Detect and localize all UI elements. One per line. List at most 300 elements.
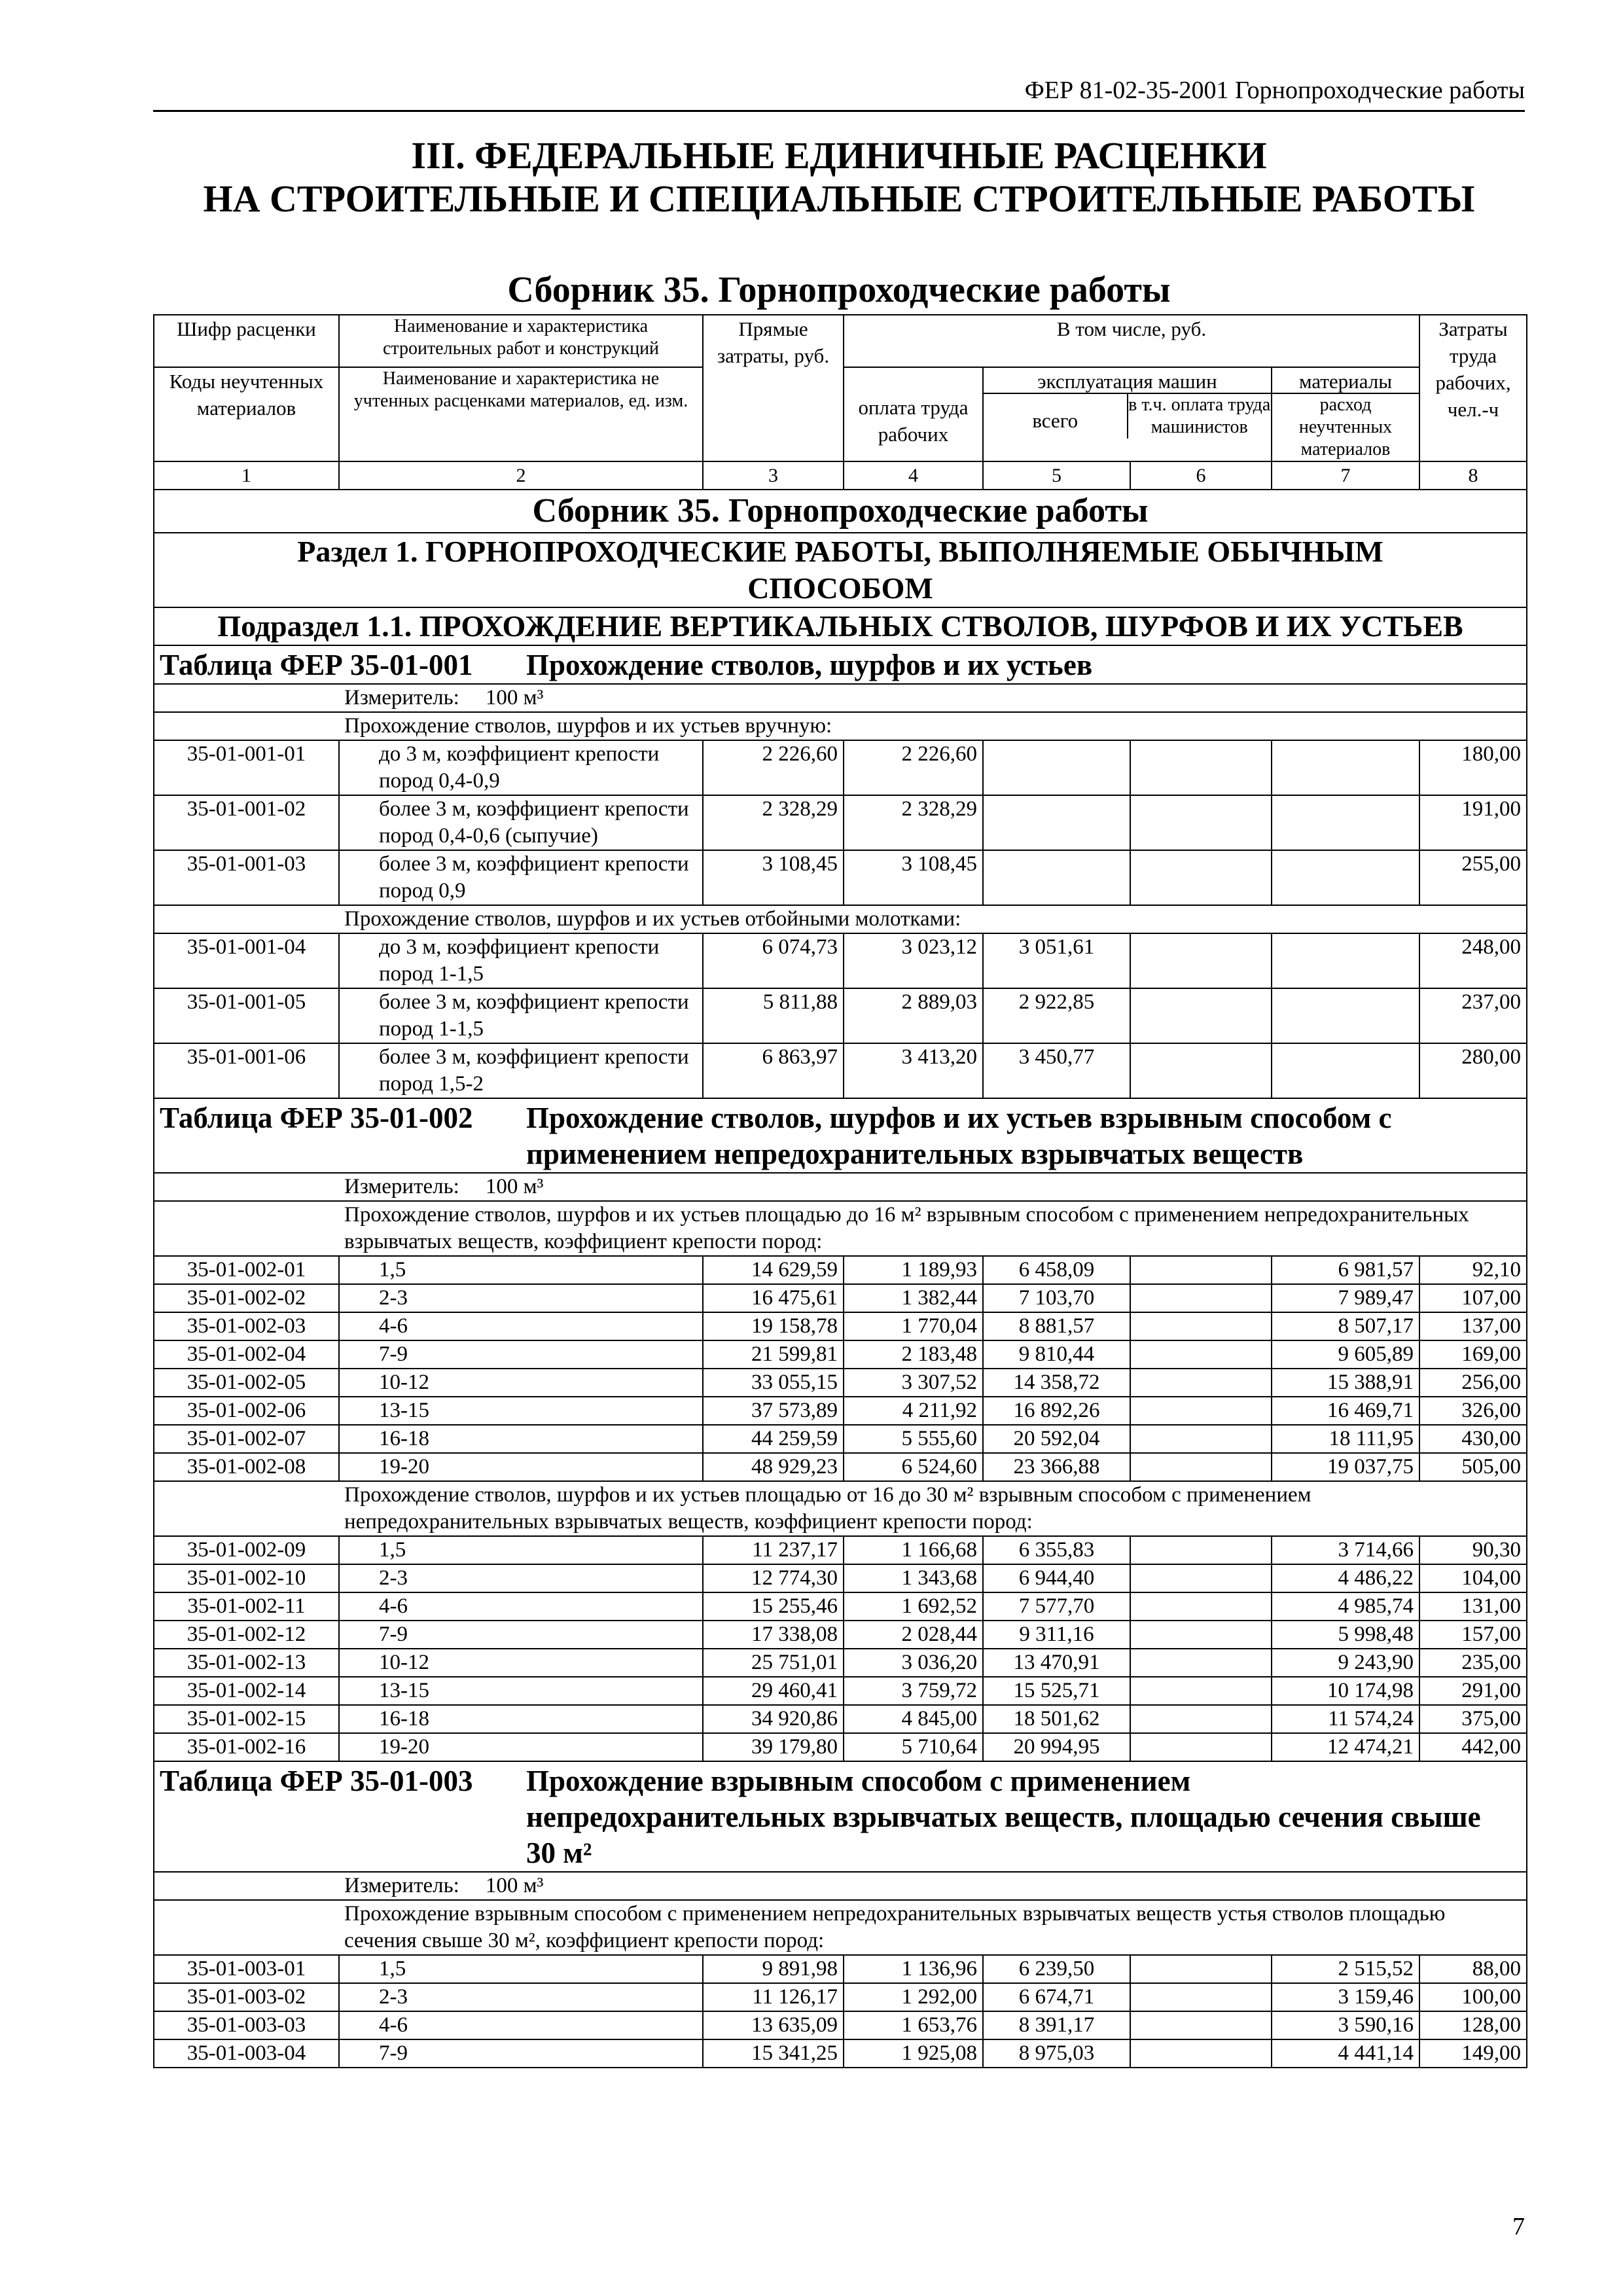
direct-cost: 12 774,30 [703,1564,844,1592]
table-row [154,1677,1527,1705]
col-name-unacc-header: Наименование и характеристика не учтенных расценками материалов, ед. изм. [339,367,703,461]
column-number: 6 [1130,461,1272,490]
table-code: Таблица ФЕР 35-01-001 [160,649,473,681]
table-row [154,1733,1527,1761]
group-row [154,905,1527,933]
table-row [154,1340,1527,1369]
wage-cost: 2 028,44 [844,1621,983,1649]
header-row-1 [154,315,1527,367]
direct-cost: 15 255,46 [703,1592,844,1621]
machines-cost: 6 944,40 [983,1564,1130,1592]
work-name: 2-3 [339,1284,703,1312]
rate-code: 35-01-002-16 [154,1733,339,1761]
direct-cost: 15 341,25 [703,2039,844,2068]
machinists-cost [1130,1677,1272,1705]
rate-code: 35-01-001-03 [154,850,339,905]
group-description: Прохождение стволов, шурфов и их устьев отбойными молотками: [154,905,1527,933]
measurer-label: Измеритель: [344,686,459,709]
machines-cost: 6 355,83 [983,1536,1130,1564]
column-number: 5 [983,461,1130,490]
table-row [154,1453,1527,1481]
table-row [154,1284,1527,1312]
page-title-line-2: НА СТРОИТЕЛЬНЫЕ И СПЕЦИАЛЬНЫЕ СТРОИТЕЛЬНЫЕ РАБОТЫ [203,177,1475,220]
measurer-row [154,1173,1527,1201]
materials-cost: 3 714,66 [1272,1536,1419,1564]
col-machines-total-label: всего [984,394,1128,439]
wage-cost: 3 307,52 [844,1369,983,1397]
measurer-value: 100 м³ [485,686,544,709]
labor-cost: 505,00 [1419,1453,1527,1481]
table-row [154,1955,1527,1983]
materials-cost: 9 243,90 [1272,1649,1419,1677]
direct-cost: 2 328,29 [703,795,844,850]
table-row [154,2011,1527,2039]
work-name: 13-15 [339,1397,703,1425]
table-row [154,795,1527,850]
direct-cost: 3 108,45 [703,850,844,905]
machines-cost [983,795,1130,850]
rate-code: 35-01-001-04 [154,933,339,988]
rate-code: 35-01-002-05 [154,1369,339,1397]
wage-cost: 2 226,60 [844,740,983,795]
table-name: Прохождение стволов, шурфов и их устьев [526,649,1093,681]
wage-cost: 4 211,92 [844,1397,983,1425]
machinists-cost [1130,1284,1272,1312]
labor-cost: 235,00 [1419,1649,1527,1677]
machinists-cost [1130,1425,1272,1453]
page-number: 7 [1512,2213,1525,2240]
col-name-header: Наименование и характеристика строительных работ и конструкций [339,315,703,367]
table-row [154,1312,1527,1340]
table-row [154,2039,1527,2068]
machinists-cost [1130,1340,1272,1369]
materials-cost: 10 174,98 [1272,1677,1419,1705]
wage-cost: 5 710,64 [844,1733,983,1761]
labor-cost: 137,00 [1419,1312,1527,1340]
labor-cost: 104,00 [1419,1564,1527,1592]
work-name: 1,5 [339,1955,703,1983]
rate-code: 35-01-001-01 [154,740,339,795]
table-row [154,1043,1527,1098]
measurer-row [154,684,1527,712]
wage-cost: 2 328,29 [844,795,983,850]
materials-cost: 4 441,14 [1272,2039,1419,2068]
machines-cost: 13 470,91 [983,1649,1130,1677]
materials-cost: 12 474,21 [1272,1733,1419,1761]
direct-cost: 16 475,61 [703,1284,844,1312]
labor-cost: 90,30 [1419,1536,1527,1564]
direct-cost: 37 573,89 [703,1397,844,1425]
direct-cost: 21 599,81 [703,1340,844,1369]
materials-cost [1272,933,1419,988]
wage-cost: 3 108,45 [844,850,983,905]
materials-cost: 4 486,22 [1272,1564,1419,1592]
machines-cost: 2 922,85 [983,988,1130,1043]
materials-cost: 8 507,17 [1272,1312,1419,1340]
wage-cost: 5 555,60 [844,1425,983,1453]
group-row [154,712,1527,740]
machines-cost: 14 358,72 [983,1369,1130,1397]
materials-cost: 18 111,95 [1272,1425,1419,1453]
machinists-cost [1130,1369,1272,1397]
rate-code: 35-01-002-15 [154,1705,339,1733]
materials-cost: 19 037,75 [1272,1453,1419,1481]
materials-cost [1272,1043,1419,1098]
section-row [154,533,1527,607]
materials-cost: 4 985,74 [1272,1592,1419,1621]
subsection-title: Подраздел 1.1. ПРОХОЖДЕНИЕ ВЕРТИКАЛЬНЫХ СТВОЛОВ, ШУРФОВ И ИХ УСТЬЕВ [154,607,1527,645]
work-name: более 3 м, коэффициент крепости пород 0,9 [339,850,703,905]
work-name: 16-18 [339,1705,703,1733]
work-name: 19-20 [339,1733,703,1761]
measurer [154,1173,1527,1201]
rate-code: 35-01-001-06 [154,1043,339,1098]
table-row [154,1705,1527,1733]
labor-cost: 157,00 [1419,1621,1527,1649]
column-numbers-row [154,461,1527,490]
labor-cost: 180,00 [1419,740,1527,795]
direct-cost: 2 226,60 [703,740,844,795]
direct-cost: 6 074,73 [703,933,844,988]
machines-cost: 6 458,09 [983,1256,1130,1284]
col-labor-header: Затраты труда рабочих, чел.-ч [1419,315,1527,461]
wage-cost: 4 845,00 [844,1705,983,1733]
wage-cost: 2 183,48 [844,1340,983,1369]
wage-cost: 1 189,93 [844,1256,983,1284]
machinists-cost [1130,1256,1272,1284]
col-machines-header [983,367,1272,461]
machinists-cost [1130,933,1272,988]
direct-cost: 11 237,17 [703,1536,844,1564]
labor-cost: 430,00 [1419,1425,1527,1453]
wage-cost: 1 653,76 [844,2011,983,2039]
table-row [154,1592,1527,1621]
materials-cost: 5 998,48 [1272,1621,1419,1649]
materials-cost [1272,988,1419,1043]
materials-cost: 15 388,91 [1272,1369,1419,1397]
machines-cost [983,850,1130,905]
group-description: Прохождение стволов, шурфов и их устьев площадью до 16 м² взрывным способом с применением непредохранительных взрывчатых веществ, коэффициент крепости пород: [154,1201,1527,1256]
machinists-cost [1130,1564,1272,1592]
group-description: Прохождение взрывным способом с применением непредохранительных взрывчатых веществ устья стволов площадью сечения свыше 30 м², коэффициент крепости пород: [154,1900,1527,1955]
labor-cost: 237,00 [1419,988,1527,1043]
wage-cost: 2 889,03 [844,988,983,1043]
column-number: 3 [703,461,844,490]
col-codes-unacc-header: Коды неучтенных материалов [154,367,339,461]
work-name: 1,5 [339,1536,703,1564]
machinists-cost [1130,795,1272,850]
measurer-label: Измеритель: [344,1175,459,1198]
table-row [154,1397,1527,1425]
materials-cost: 6 981,57 [1272,1256,1419,1284]
rate-code: 35-01-002-09 [154,1536,339,1564]
rate-code: 35-01-001-02 [154,795,339,850]
group-row [154,1900,1527,1955]
machinists-cost [1130,2011,1272,2039]
labor-cost: 255,00 [1419,850,1527,905]
materials-cost: 7 989,47 [1272,1284,1419,1312]
wage-cost: 1 166,68 [844,1536,983,1564]
labor-cost: 191,00 [1419,795,1527,850]
wage-cost: 1 770,04 [844,1312,983,1340]
machines-cost: 7 103,70 [983,1284,1130,1312]
machinists-cost [1130,1453,1272,1481]
materials-cost: 9 605,89 [1272,1340,1419,1369]
machinists-cost [1130,1043,1272,1098]
direct-cost: 11 126,17 [703,1983,844,2011]
labor-cost: 375,00 [1419,1705,1527,1733]
work-name: 7-9 [339,2039,703,2068]
machines-cost: 7 577,70 [983,1592,1130,1621]
direct-cost: 29 460,41 [703,1677,844,1705]
labor-cost: 107,00 [1419,1284,1527,1312]
machines-cost: 8 881,57 [983,1312,1130,1340]
col-materials-label: материалы [1272,368,1419,394]
table-heading [154,1761,1527,1872]
machines-cost: 3 051,61 [983,933,1130,988]
machinists-cost [1130,740,1272,795]
subsection-row [154,607,1527,645]
machines-cost: 9 810,44 [983,1340,1130,1369]
group-description: Прохождение стволов, шурфов и их устьев вручную: [154,712,1527,740]
table-name: Прохождение стволов, шурфов и их устьев взрывным способом с применением непредохранительных взрывчатых веществ [526,1102,1392,1170]
machines-cost: 8 391,17 [983,2011,1130,2039]
table-row [154,1425,1527,1453]
col-incl-header: В том числе, руб. [844,315,1419,367]
work-name: 16-18 [339,1425,703,1453]
work-name: более 3 м, коэффициент крепости пород 1,5-2 [339,1043,703,1098]
labor-cost: 442,00 [1419,1733,1527,1761]
rate-code: 35-01-003-04 [154,2039,339,2068]
measurer-value: 100 м³ [485,1874,544,1897]
table-row [154,1649,1527,1677]
measurer [154,1872,1527,1900]
rate-code: 35-01-002-10 [154,1564,339,1592]
section-title: Раздел 1. ГОРНОПРОХОДЧЕСКИЕ РАБОТЫ, ВЫПОЛНЯЕМЫЕ ОБЫЧНЫМ СПОСОБОМ [154,533,1527,607]
machines-cost: 16 892,26 [983,1397,1130,1425]
direct-cost: 5 811,88 [703,988,844,1043]
wage-cost: 1 382,44 [844,1284,983,1312]
direct-cost: 14 629,59 [703,1256,844,1284]
column-number: 7 [1272,461,1419,490]
wage-cost: 1 343,68 [844,1564,983,1592]
machinists-cost [1130,988,1272,1043]
materials-cost: 3 590,16 [1272,2011,1419,2039]
machines-cost: 3 450,77 [983,1043,1130,1098]
wage-cost: 1 925,08 [844,2039,983,2068]
column-number: 2 [339,461,703,490]
labor-cost: 149,00 [1419,2039,1527,2068]
col-machinists-label: в т.ч. оплата труда машинистов [1128,395,1271,437]
labor-cost: 131,00 [1419,1592,1527,1621]
machines-cost: 15 525,71 [983,1677,1130,1705]
work-name: 4-6 [339,1592,703,1621]
wage-cost: 3 759,72 [844,1677,983,1705]
table-heading [154,645,1527,684]
table-row [154,933,1527,988]
price-table-body [154,315,1527,2068]
wage-cost: 3 023,12 [844,933,983,988]
direct-cost: 19 158,78 [703,1312,844,1340]
direct-cost: 6 863,97 [703,1043,844,1098]
column-number: 8 [1419,461,1527,490]
labor-cost: 248,00 [1419,933,1527,988]
machinists-cost [1130,850,1272,905]
collection-row-title: Сборник 35. Горнопроходческие работы [154,490,1527,533]
rate-code: 35-01-003-03 [154,2011,339,2039]
table-row [154,988,1527,1043]
column-number: 4 [844,461,983,490]
machinists-cost [1130,1621,1272,1649]
column-number: 1 [154,461,339,490]
rate-code: 35-01-003-01 [154,1955,339,1983]
machines-cost: 18 501,62 [983,1705,1130,1733]
machinists-cost [1130,1649,1272,1677]
materials-cost: 11 574,24 [1272,1705,1419,1733]
wage-cost: 3 036,20 [844,1649,983,1677]
table-code: Таблица ФЕР 35-01-003 [160,1765,473,1797]
materials-cost [1272,740,1419,795]
table-heading [154,1098,1527,1173]
table-row [154,740,1527,795]
col-materials-consumption-label: расход неучтенных материалов [1298,395,1393,459]
work-name: до 3 м, коэффициент крепости пород 1-1,5 [339,933,703,988]
materials-cost [1272,850,1419,905]
machinists-cost [1130,1955,1272,1983]
machinists-cost [1130,1312,1272,1340]
col-machines-label: эксплуатация машин [984,368,1271,394]
machinists-cost [1130,1705,1272,1733]
group-row [154,1481,1527,1536]
machines-cost: 8 975,03 [983,2039,1130,2068]
wage-cost: 6 524,60 [844,1453,983,1481]
table-row [154,1983,1527,2011]
rate-code: 35-01-002-13 [154,1649,339,1677]
materials-cost: 3 159,46 [1272,1983,1419,2011]
machines-cost [983,740,1130,795]
materials-cost [1272,795,1419,850]
group-row [154,1201,1527,1256]
table-name: Прохождение взрывным способом с применением непредохранительных взрывчатых веществ, площадью сечения свыше 30 м² [526,1765,1481,1869]
work-name: 7-9 [339,1340,703,1369]
col-materials-header [1272,367,1419,461]
rate-code: 35-01-001-05 [154,988,339,1043]
direct-cost: 39 179,80 [703,1733,844,1761]
labor-cost: 291,00 [1419,1677,1527,1705]
labor-cost: 169,00 [1419,1340,1527,1369]
measurer-label: Измеритель: [344,1874,459,1897]
running-header: ФЕР 81-02-35-2001 Горнопроходческие работы [153,73,1525,112]
machinists-cost [1130,1536,1272,1564]
rate-code: 35-01-002-08 [154,1453,339,1481]
work-name: 4-6 [339,1312,703,1340]
work-name: 10-12 [339,1369,703,1397]
rate-code: 35-01-002-12 [154,1621,339,1649]
direct-cost: 17 338,08 [703,1621,844,1649]
rate-code: 35-01-002-14 [154,1677,339,1705]
rate-code: 35-01-002-01 [154,1256,339,1284]
machines-cost: 9 311,16 [983,1621,1130,1649]
direct-cost: 33 055,15 [703,1369,844,1397]
collection-title: Сборник 35. Горнопроходческие работы [507,270,1171,310]
col-wage-header [844,367,983,461]
direct-cost: 9 891,98 [703,1955,844,1983]
machines-cost: 6 239,50 [983,1955,1130,1983]
wage-cost: 3 413,20 [844,1043,983,1098]
work-name: более 3 м, коэффициент крепости пород 0,4-0,6 (сыпучие) [339,795,703,850]
rate-code: 35-01-003-02 [154,1983,339,2011]
table-heading-row [154,645,1527,684]
table-row [154,1621,1527,1649]
machinists-cost [1130,1983,1272,2011]
labor-cost: 256,00 [1419,1369,1527,1397]
page-title-line-1: III. ФЕДЕРАЛЬНЫЕ ЕДИНИЧНЫЕ РАСЦЕНКИ [411,134,1267,177]
price-table [153,314,1527,2068]
group-description: Прохождение стволов, шурфов и их устьев площадью от 16 до 30 м² взрывным способом с применением непредохранительных взрывчатых веществ, коэффициент крепости пород: [154,1481,1527,1536]
rate-code: 35-01-002-04 [154,1340,339,1369]
machinists-cost [1130,1397,1272,1425]
labor-cost: 128,00 [1419,2011,1527,2039]
materials-cost: 2 515,52 [1272,1955,1419,1983]
work-name: до 3 м, коэффициент крепости пород 0,4-0,9 [339,740,703,795]
work-name: 10-12 [339,1649,703,1677]
table-row [154,1256,1527,1284]
machines-cost: 23 366,88 [983,1453,1130,1481]
measurer [154,684,1527,712]
rate-code: 35-01-002-03 [154,1312,339,1340]
wage-cost: 1 292,00 [844,1983,983,2011]
labor-cost: 100,00 [1419,1983,1527,2011]
collection-row [154,490,1527,533]
table-heading-row [154,1098,1527,1173]
machinists-cost [1130,2039,1272,2068]
labor-cost: 326,00 [1419,1397,1527,1425]
work-name: более 3 м, коэффициент крепости пород 1-1,5 [339,988,703,1043]
wage-cost: 1 136,96 [844,1955,983,1983]
work-name: 1,5 [339,1256,703,1284]
col-wage-label: оплата труда рабочих [858,396,969,446]
materials-cost: 16 469,71 [1272,1397,1419,1425]
work-name: 13-15 [339,1677,703,1705]
direct-cost: 34 920,86 [703,1705,844,1733]
direct-cost: 25 751,01 [703,1649,844,1677]
direct-cost: 13 635,09 [703,2011,844,2039]
work-name: 7-9 [339,1621,703,1649]
labor-cost: 92,10 [1419,1256,1527,1284]
col-code-header: Шифр расценки [154,315,339,367]
machines-cost: 20 592,04 [983,1425,1130,1453]
machinists-cost [1130,1592,1272,1621]
machines-cost: 6 674,71 [983,1983,1130,2011]
table-row [154,1369,1527,1397]
rate-code: 35-01-002-11 [154,1592,339,1621]
labor-cost: 88,00 [1419,1955,1527,1983]
table-row [154,850,1527,905]
table-heading-row [154,1761,1527,1872]
work-name: 2-3 [339,1983,703,2011]
rate-code: 35-01-002-02 [154,1284,339,1312]
rate-code: 35-01-002-07 [154,1425,339,1453]
rate-code: 35-01-002-06 [154,1397,339,1425]
work-name: 2-3 [339,1564,703,1592]
measurer-value: 100 м³ [485,1175,544,1198]
labor-cost: 280,00 [1419,1043,1527,1098]
direct-cost: 48 929,23 [703,1453,844,1481]
wage-cost: 1 692,52 [844,1592,983,1621]
table-row [154,1536,1527,1564]
page-title [153,134,1525,221]
work-name: 19-20 [339,1453,703,1481]
